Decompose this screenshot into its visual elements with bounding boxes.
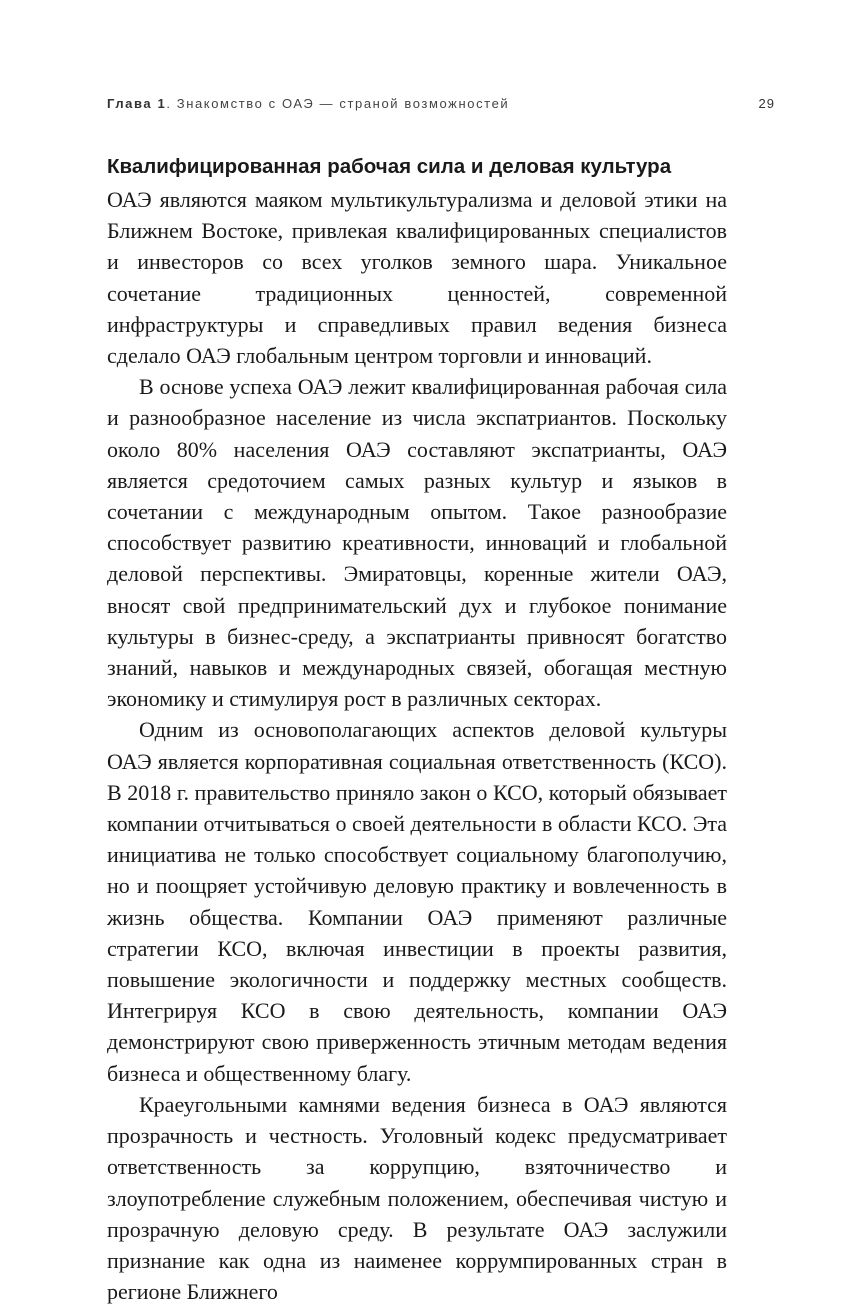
paragraph: Одним из основополагающих аспектов деловой культуры ОАЭ является корпоративная социальная ответственность (КСО). В 2018 г. правительство приняло закон о КСО, который обязывает компании отчитываться о своей деятельности в области КСО. Эта инициатива не только способствует социальному благополучию, но и поощряет устойчивую деловую практику и вовлеченность в жизнь общества. Компании ОАЭ применяют различные стратегии КСО, включая инвестиции в проекты развития, повышение экологичности и поддержку местных сообществ. Интегрируя КСО в свою деятельность, компании ОАЭ демонстрируют свою приверженность этичным методам ведения бизнеса и общественному благу. bbox=[107, 717, 727, 1086]
section-heading: Квалифицированная рабочая сила и деловая культура bbox=[107, 155, 672, 178]
paragraph: Краеугольными камнями ведения бизнеса в ОАЭ являются прозрачность и честность. Уголовный кодекс предусматривает ответственность за коррупцию, взяточничество и злоупотребление служебным положением, обеспечивая чистую и прозрачную деловую среду. В результате ОАЭ заслужили признание как одна из наименее коррумпированных стран в регионе Ближнего bbox=[107, 1091, 727, 1305]
chapter-title: . Знакомство с ОАЭ — страной возможностей bbox=[166, 96, 510, 111]
running-header bbox=[107, 96, 775, 116]
body-text bbox=[107, 184, 727, 1307]
page-number: 29 bbox=[758, 96, 775, 111]
chapter-label: Глава 1 bbox=[107, 96, 167, 111]
paragraph: ОАЭ являются маяком мультикультурализма и деловой этики на Ближнем Востоке, привлекая квалифицированных специалистов и инвесторов со всех уголков земного шара. Уникальное сочетание традиционных ценностей, современной инфраструктуры и справедливых правил ведения бизнеса сделало ОАЭ глобальным центром торговли и инноваций. bbox=[107, 187, 727, 369]
paragraph: В основе успеха ОАЭ лежит квалифицированная рабочая сила и разнообразное население из числа экспатриантов. Поскольку около 80% населения ОАЭ составляют экспатрианты, ОАЭ является средоточием самых разных культур и языков в сочетании с международным опытом. Такое разнообразие способствует развитию креативности, инноваций и глобальной деловой перспективы. Эмиратовцы, коренные жители ОАЭ, вносят свой предпринимательский дух и глубокое понимание культуры в бизнес-среду, а экспатрианты привносят богатство знаний, навыков и международных связей, обогащая местную экономику и стимулируя рост в различных секторах. bbox=[107, 374, 727, 712]
